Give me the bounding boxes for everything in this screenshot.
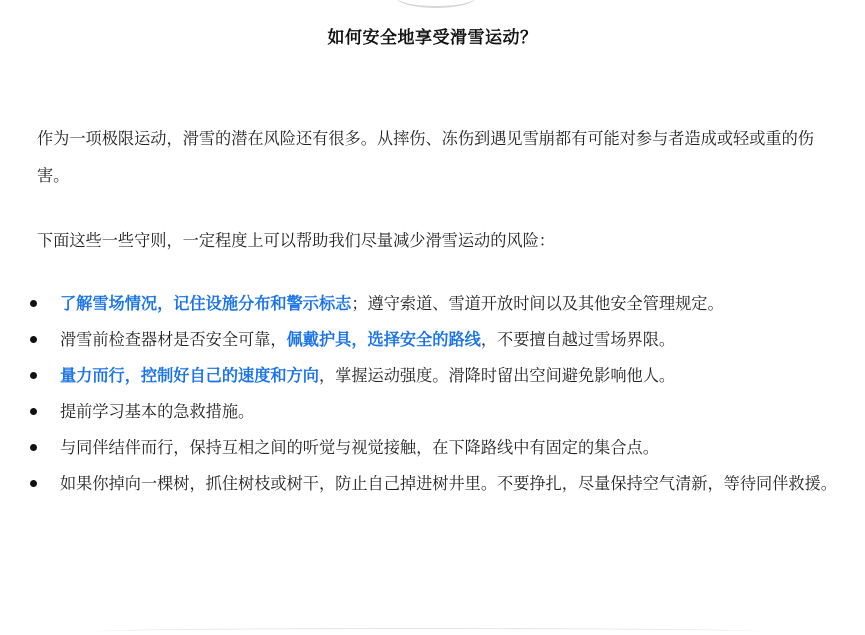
list-item — [30, 322, 840, 358]
bullet-highlight: 量力而行，控制好自己的速度和方向 — [60, 366, 319, 385]
list-item — [30, 466, 840, 502]
intro-paragraph: 作为一项极限运动，滑雪的潜在风险还有很多。从摔伤、冻伤到遇见雪崩都有可能对参与者造成或轻或重的伤害。 — [37, 129, 814, 185]
article-title: 如何安全地享受滑雪运动？ — [327, 28, 538, 48]
bullet-icon — [30, 444, 37, 451]
bullet-highlight: 了解雪场情况，记住设施分布和警示标志 — [60, 294, 352, 313]
bullet-highlight: 佩戴护具，选择安全的路线 — [286, 330, 481, 349]
bullet-text-before: 与同伴结伴而行，保持互相之间的听觉与视觉接触，在下降路线中有固定的集合点。 — [60, 438, 659, 457]
bottom-decoration — [97, 628, 757, 635]
list-item — [30, 358, 840, 394]
bullet-icon — [30, 336, 37, 343]
bullet-icon — [30, 300, 37, 307]
bullet-icon — [30, 408, 37, 415]
safety-rules-list — [30, 286, 840, 502]
list-item — [30, 286, 840, 322]
bullet-text: ；遵守索道、雪道开放时间以及其他安全管理规定。 — [351, 294, 724, 313]
bullet-text-before: 滑雪前检查器材是否安全可靠， — [60, 330, 287, 349]
list-item — [30, 430, 840, 466]
bullet-text: ，掌握运动强度。滑降时留出空间避免影响他人。 — [319, 366, 676, 385]
bullet-text-before: 如果你掉向一棵树，抓住树枝或树干，防止自己掉进树井里。不要挣扎，尽量保持空气清新，等待同伴救援。 — [60, 474, 837, 493]
top-decoration — [396, 0, 476, 8]
rules-intro-paragraph: 下面这些一些守则，一定程度上可以帮助我们尽量减少滑雪运动的风险： — [37, 231, 555, 250]
bullet-icon — [30, 480, 37, 487]
list-item — [30, 394, 840, 430]
bullet-text-before: 提前学习基本的急救措施。 — [60, 402, 255, 421]
bullet-icon — [30, 372, 37, 379]
bullet-text: ，不要擅自越过雪场界限。 — [480, 330, 676, 349]
